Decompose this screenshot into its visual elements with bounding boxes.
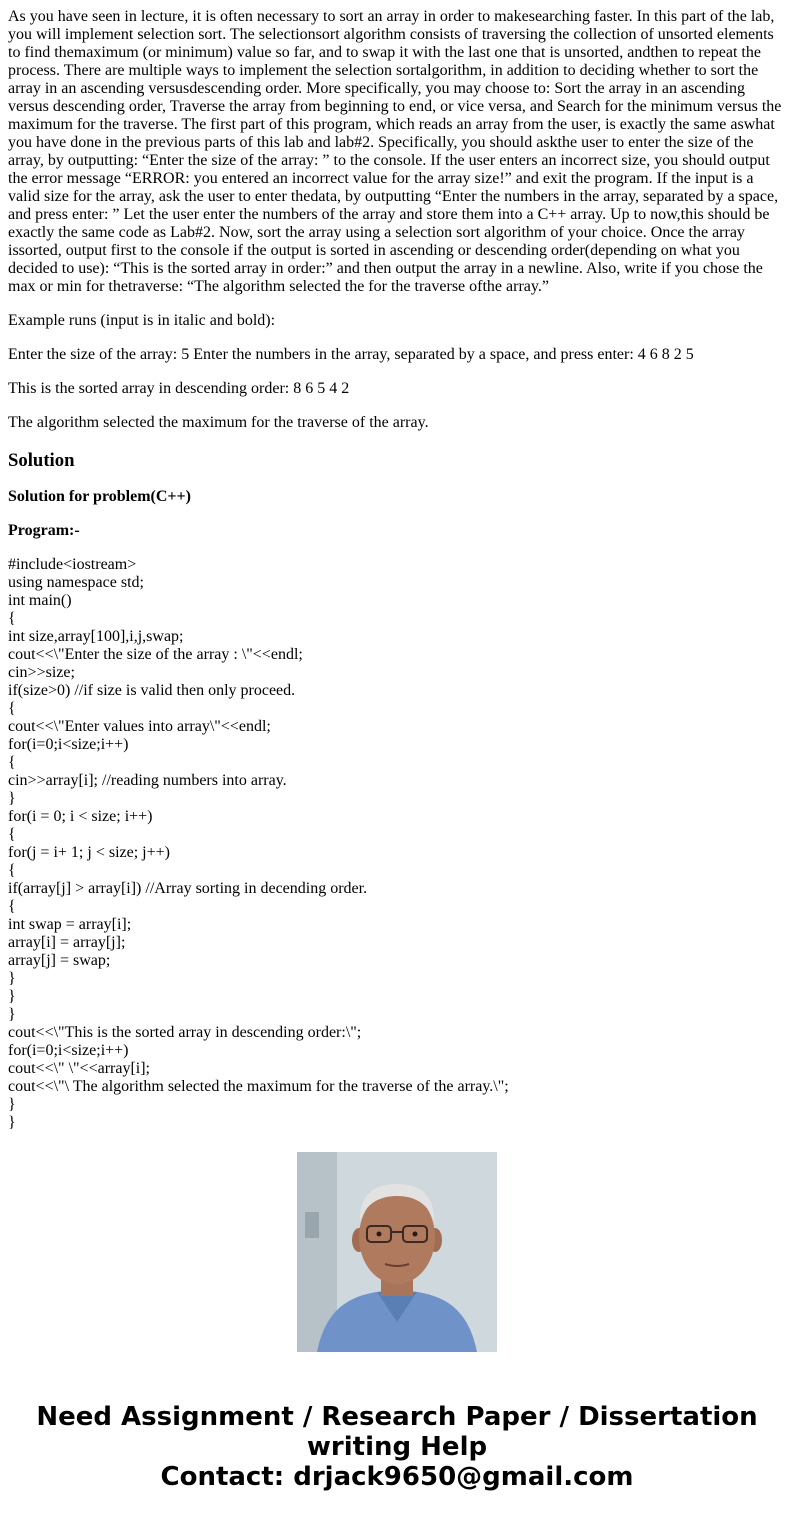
intro-paragraph: As you have seen in lecture, it is often necessary to sort an array in order to makesearching faster. In this part of the lab, you will implement selection sort. The selectionsort algorithm consists of traversing the collection of unsorted elements to find themaximum (or minimum) value so far, and to swap it with the last one that is unsorted, andthen to repeat the process. There are multiple ways to implement the selection sortalgorithm, in addition to deciding whether to sort the array in an ascending versusdescending order. More specifically, you may choose to: Sort the array in an ascending versus descending order, Traverse the array from beginning to end, or vice versa, and Search for the minimum versus the maximum for the traverse. The first part of this program, which reads an array from the user, is exactly the same aswhat you have done in the previous parts of this lab and lab#2. Specifically, you should askthe user to enter the size of the array, by outputting: “Enter the size of the array: ” to the console. If the user enters an incorrect size, you should output the error message “ERROR: you entered an incorrect value for the array size!” and exit the program. If the input is a valid size for the array, ask the user to enter thedata, by outputting “Enter the numbers in the array, separated by a space, and press enter: ” Let the user enter the numbers of the array and store them into a C++ array. Up to now,this should be exactly the same code as Lab#2. Now, sort the array using a selection sort algorithm of your choice. Once the array issorted, output first to the console if the output is sorted in ascending or descending order(depending on what you decided to use): “This is the sorted array in order:” and then output the array in a newline. Also, write if you chose the max or min for thetraverse: “The algorithm selected the for the traverse ofthe array.”: [8, 8, 782, 295]
author-portrait-image: [297, 1152, 497, 1352]
document-body: [8, 8, 786, 1131]
program-label: Program:-: [8, 522, 80, 539]
example-input-line: Enter the size of the array: 5 Enter the numbers in the array, separated by a space, and press enter: 4 6 8 2 5: [8, 346, 694, 363]
code-block: #include<iostream> using namespace std; int main() { int size,array[100],i,j,swap; cout<<\"Enter the size of the array : \"<<endl; cin>>size; if(size>0) //if size is valid then only proceed. { cout<<\"Enter values into array\"<<endl; for(i=0;i<size;i++) { cin>>array[i]; //reading numbers into array. } for(i = 0; i < size; i++) { for(j = i+ 1; j < size; j++) { if(array[j] > array[i]) //Array sorting in decending order. { int swap = array[i]; array[i] = array[j]; array[j] = swap; } } } cout<<\"This is the sorted array in descending order:\"; for(i=0;i<size;i++) cout<<\" \"<<array[i]; cout<<\"\ The algorithm selected the maximum for the traverse of the array.\"; } }: [8, 556, 509, 1131]
example-heading: Example runs (input is in italic and bold):: [8, 312, 276, 329]
author-avatar: [297, 1152, 497, 1352]
contact-footer: [0, 1402, 794, 1492]
example-traverse-line: The algorithm selected the maximum for the traverse of the array.: [8, 414, 429, 431]
footer-contact-line: Contact: drjack9650@gmail.com: [160, 1462, 634, 1492]
solution-subheading: Solution for problem(C++): [8, 488, 191, 505]
example-output-line: This is the sorted array in descending order: 8 6 5 4 2: [8, 380, 350, 397]
footer-line-1: Need Assignment / Research Paper / Dissertation: [36, 1402, 758, 1432]
solution-heading: Solution: [8, 450, 75, 471]
footer-line-2: writing Help: [306, 1432, 488, 1462]
